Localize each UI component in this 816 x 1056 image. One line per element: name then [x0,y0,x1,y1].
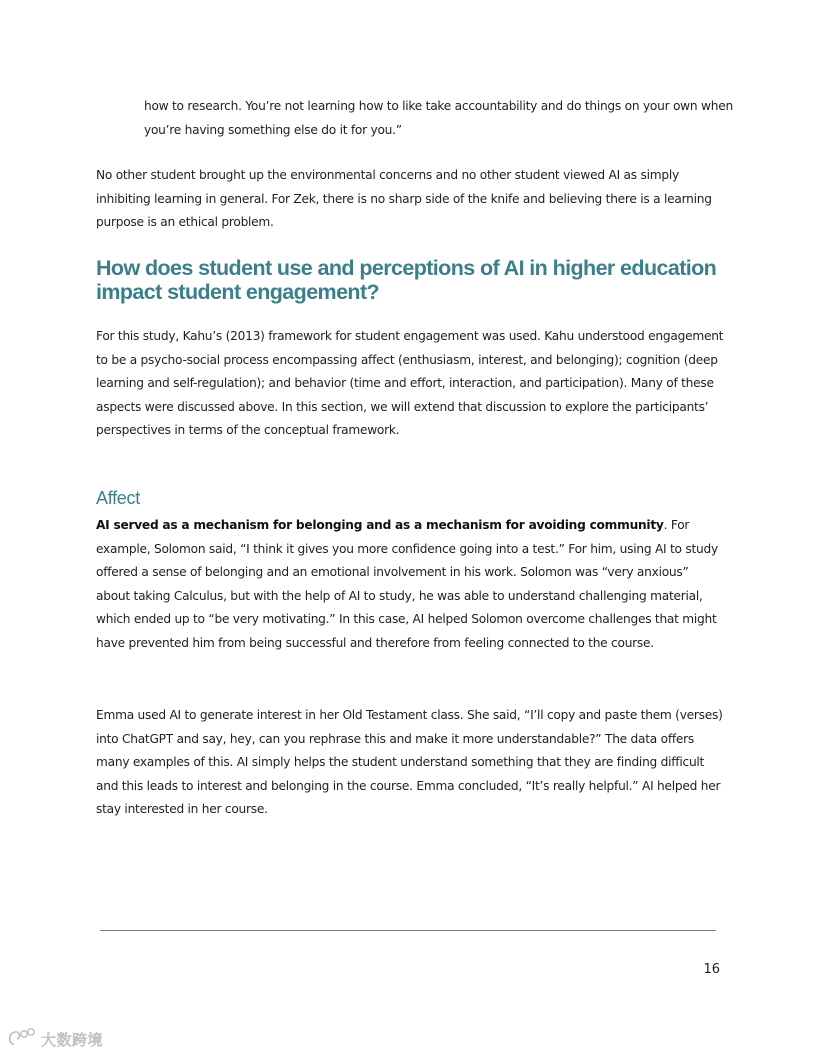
logo-swirl-icon [6,1027,38,1051]
subheading-affect: Affect [96,488,140,508]
paragraph-environmental-concerns: No other student brought up the environmental concerns and no other student viewed AI as simply inhibiting learning in general. For Zek, there is no sharp side of the knife and believing there is a learning purpose is an ethical problem. [96,168,712,229]
paragraph-emma: Emma used AI to generate interest in her Old Testament class. She said, “I’ll copy and paste them (verses) into ChatGPT and say, hey, can you rephrase this and make it more understandable?” The data offers many examples of this. AI simply helps the student understand something that they are finding difficult and this leads to interest and belonging in the course. Emma concluded, “It’s really helpful.” AI helped her stay interested in her course. [96,708,723,816]
paragraph-framework: For this study, Kahu’s (2013) framework for student engagement was used. Kahu understood engagement to be a psycho-social process encompassing affect (enthusiasm, interest, and belonging); cognition (deep learning and self-regulation); and behavior (time and effort, interaction, and participation). Many of these aspects were discussed above. In this section, we will extend that discussion to explore the participants’ perspectives in terms of the conceptual framework. [96,329,724,437]
page-number: 16 [703,962,720,977]
footer-divider [100,930,716,931]
watermark-text: 大数跨境 [41,1030,104,1049]
affect-bold-lead: AI served as a mechanism for belonging and as a mechanism for avoiding community [96,518,664,532]
section-heading: How does student use and perceptions of AI in higher education impact student engagement? [96,256,717,304]
affect-body-text: . For example, Solomon said, “I think it gives you more confidence going into a test.” For him, using AI to study offered a sense of belonging and an emotional involvement in his work. Solomon was “very anxious” about taking Calculus, but with the help of AI to study, he was able to understand challenging material, which ended up to “be very motivating.” In this case, AI helped Solomon overcome challenges that might have prevented him from being successful and therefore from feeling connected to the course. [96,518,718,650]
paragraph-affect [96,514,726,655]
quote-continuation: how to research. You’re not learning how to like take accountability and do things on your own when you’re having something else do it for you.” [144,99,733,137]
watermark [6,1028,103,1050]
